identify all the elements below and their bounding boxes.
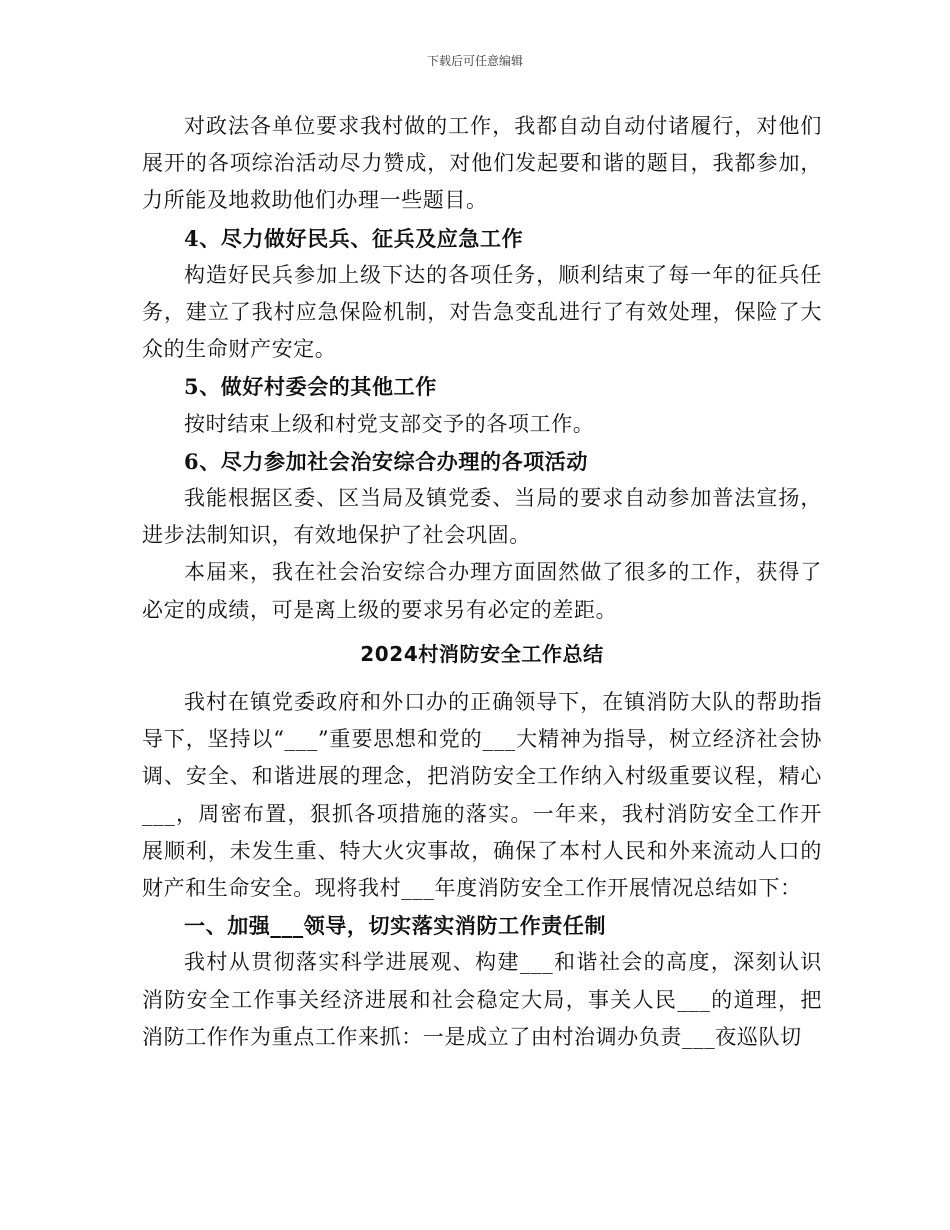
section-heading-6: 6、尽力参加社会治安综合办理的各项活动 [184, 448, 589, 474]
paragraph-7: 我村从贯彻落实科学进展观、构建___和谐社会的高度，深刻认识消防安全工作事关经济进展和社会稳定大局，事关人民___的道理，把消防工作作为重点工作来抓：一是成立了由村治调办负责___夜巡队切 [142, 950, 822, 1049]
section-heading-4: 4、尽力做好民兵、征兵及应急工作 [184, 225, 524, 251]
paragraph-6: 我村在镇党委政府和外口办的正确领导下，在镇消防大队的帮助指导下，坚持以“___”重要思想和党的___大精神为指导，树立经济社会协调、安全、和谐进展的理念，把消防安全工作纳入村级重要议程，精心___，周密布置，狠抓各项措施的落实。一年来，我村消防安全工作开展顺利，未发生重、特大火灾事故，确保了本村人民和外来流动人口的财产和生命安全。现将我村___年度消防安全工作开展情况总结如下： [142, 690, 822, 901]
paragraph-1: 对政法各单位要求我村做的工作，我都自动自动付诸履行，对他们展开的各项综治活动尽力赞成，对他们发起要和谐的题目，我都参加，力所能及地救助他们办理一些题目。 [142, 114, 822, 213]
document-title: 2024村消防安全工作总结 [360, 641, 604, 666]
paragraph-4: 我能根据区委、区当局及镇党委、当局的要求自动参加普法宣扬，进步法制知识，有效地保护了社会巩固。 [142, 486, 822, 548]
paragraph-2: 构造好民兵参加上级下达的各项任务，顺利结束了每一年的征兵任务，建立了我村应急保险机制，对告急变乱进行了有效处理，保险了大众的生命财产安定。 [142, 262, 822, 362]
section-heading-5: 5、做好村委会的其他工作 [184, 374, 437, 400]
paragraph-3: 按时结束上级和村党支部交予的各项工作。 [184, 411, 595, 436]
document-body [142, 108, 822, 1056]
paragraph-5: 本届来，我在社会治安综合办理方面固然做了很多的工作，获得了必定的成绩，可是离上级的要求另有必定的差距。 [142, 560, 822, 622]
page-header: 下载后可任意编辑 [426, 54, 523, 68]
section-heading-1: 一、加强___领导，切实落实消防工作责任制 [184, 913, 607, 939]
